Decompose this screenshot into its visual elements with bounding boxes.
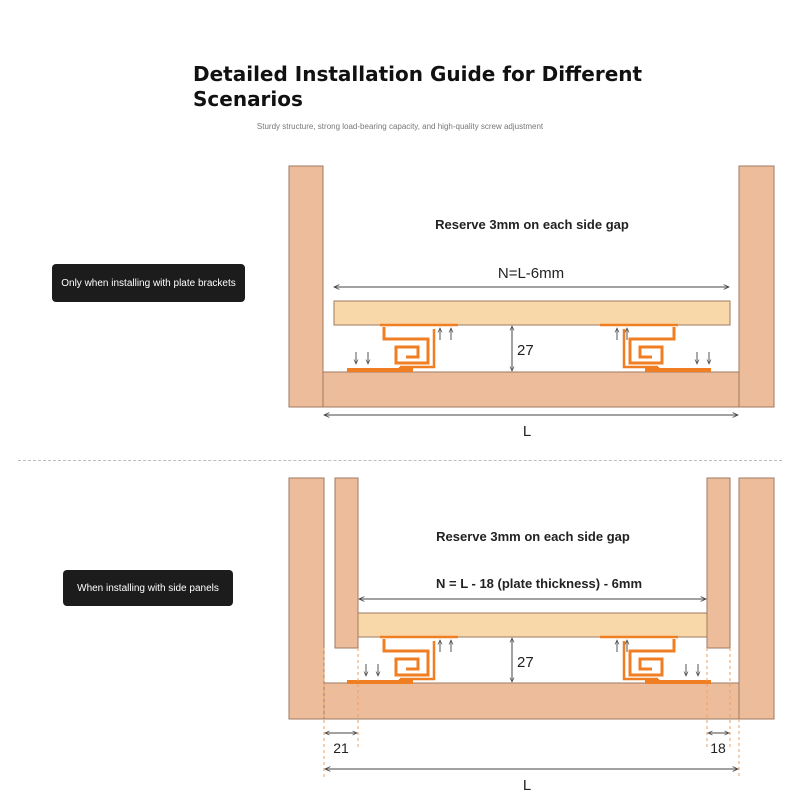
scenario-1-diagram — [289, 166, 774, 440]
drawer-plate — [358, 613, 707, 637]
scenario-2-diagram — [289, 478, 774, 794]
scenario-2-height-label: 27 — [517, 654, 534, 671]
scenario-1-width-formula: N=L-6mm — [497, 265, 565, 282]
page-title: Detailed Installation Guide for Different Scenarios — [193, 62, 643, 111]
drawer-plate — [334, 301, 730, 325]
scenario-2-tag: When installing with side panels — [63, 570, 233, 606]
left-slide-bracket — [347, 325, 458, 372]
scenario-1-gap-note: Reserve 3mm on each side gap — [435, 217, 629, 232]
cabinet-bottom-panel — [323, 372, 739, 407]
left-cabinet-wall — [289, 166, 323, 407]
right-side-panel — [707, 478, 730, 648]
right-cabinet-wall — [739, 166, 774, 407]
left-side-panel — [335, 478, 358, 648]
right-cabinet-wall — [739, 478, 774, 719]
scenario-2-gap-note: Reserve 3mm on each side gap — [436, 529, 630, 544]
scenario-1-height-label: 27 — [517, 342, 534, 359]
page-subtitle: Sturdy structure, strong load-bearing capacity, and high-quality screw adjustment — [256, 122, 544, 131]
scenario-2-width-formula: N = L - 18 (plate thickness) - 6mm — [435, 576, 643, 591]
scenario-1-tag: Only when installing with plate brackets — [52, 264, 245, 302]
scenario-2-right-label: 18 — [710, 740, 726, 756]
cabinet-bottom-panel — [324, 683, 739, 719]
left-cabinet-wall — [289, 478, 324, 719]
scenario-2-left-label: 21 — [333, 740, 349, 756]
scenario-1-bottom-label: L — [522, 423, 532, 440]
scenario-2-bottom-label: L — [522, 777, 532, 794]
left-slide-bracket — [347, 637, 458, 684]
